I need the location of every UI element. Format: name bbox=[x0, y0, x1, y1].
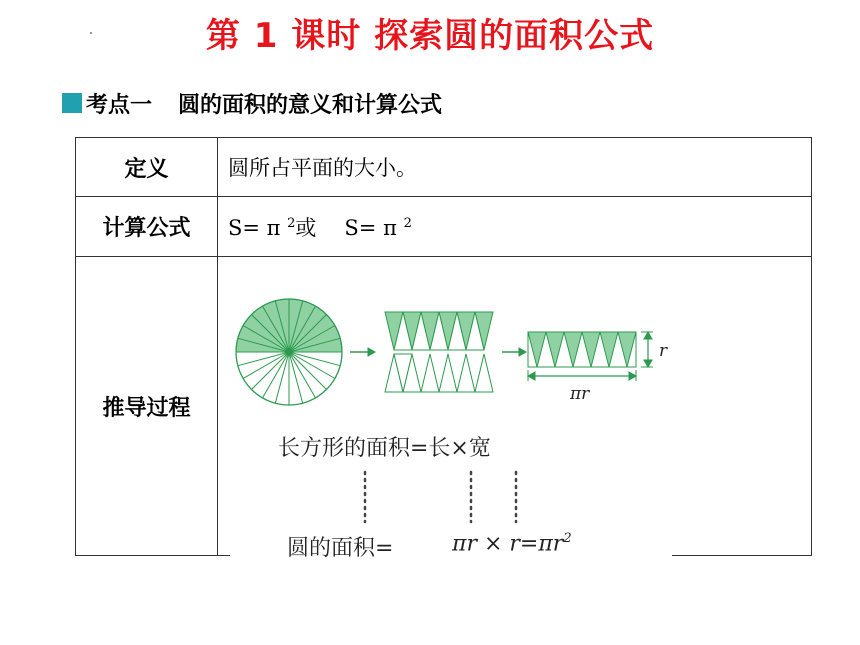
row-label-formula: 计算公式 bbox=[76, 197, 218, 257]
rearranged-rectangle bbox=[528, 332, 636, 367]
square-bullet-icon bbox=[62, 93, 82, 113]
derivation-diagram bbox=[218, 257, 811, 555]
row-value-formula bbox=[218, 197, 812, 257]
circle-area-formula-sup: 2 bbox=[563, 531, 572, 546]
formula-or: 或 bbox=[295, 215, 317, 240]
decorative-dot bbox=[90, 32, 92, 34]
arrow-right-icon bbox=[350, 348, 375, 356]
length-dimension bbox=[528, 370, 636, 381]
arrow-right-icon-2 bbox=[502, 348, 526, 356]
formula-a: S= π bbox=[228, 215, 288, 240]
rectangle-area-formula: 长方形的面积=长×宽 bbox=[278, 436, 491, 461]
radius-dimension bbox=[641, 332, 653, 367]
table-row-definition bbox=[76, 138, 812, 197]
circle-area-formula-left: 圆的面积= bbox=[287, 536, 394, 561]
circle-area-formula-text: πr × r=πr bbox=[452, 531, 564, 557]
row-value-definition: 圆所占平面的大小。 bbox=[218, 138, 812, 197]
circle-area-formula-right bbox=[452, 531, 572, 556]
row-value-derivation bbox=[218, 257, 812, 556]
formula-b: S= π bbox=[344, 215, 404, 240]
label-r: r bbox=[659, 341, 668, 361]
section-heading: 考点一 bbox=[86, 92, 153, 118]
split-sectors bbox=[385, 312, 493, 392]
row-label-definition: 定义 bbox=[76, 138, 218, 197]
row-label-derivation: 推导过程 bbox=[76, 257, 218, 556]
formula-a-sup: 2 bbox=[287, 215, 296, 231]
table-row-formula bbox=[76, 197, 812, 257]
section-subheading: 圆的面积的意义和计算公式 bbox=[178, 92, 443, 118]
knowledge-table bbox=[75, 137, 812, 556]
table-row-derivation bbox=[76, 257, 812, 556]
section-header bbox=[62, 88, 442, 118]
dotted-lines bbox=[365, 472, 516, 522]
sectored-circle bbox=[236, 299, 342, 405]
label-pir: πr bbox=[570, 384, 590, 404]
formula-b-sup: 2 bbox=[403, 215, 412, 231]
page-title: 第 1 课时 探索圆的面积公式 bbox=[205, 16, 655, 56]
